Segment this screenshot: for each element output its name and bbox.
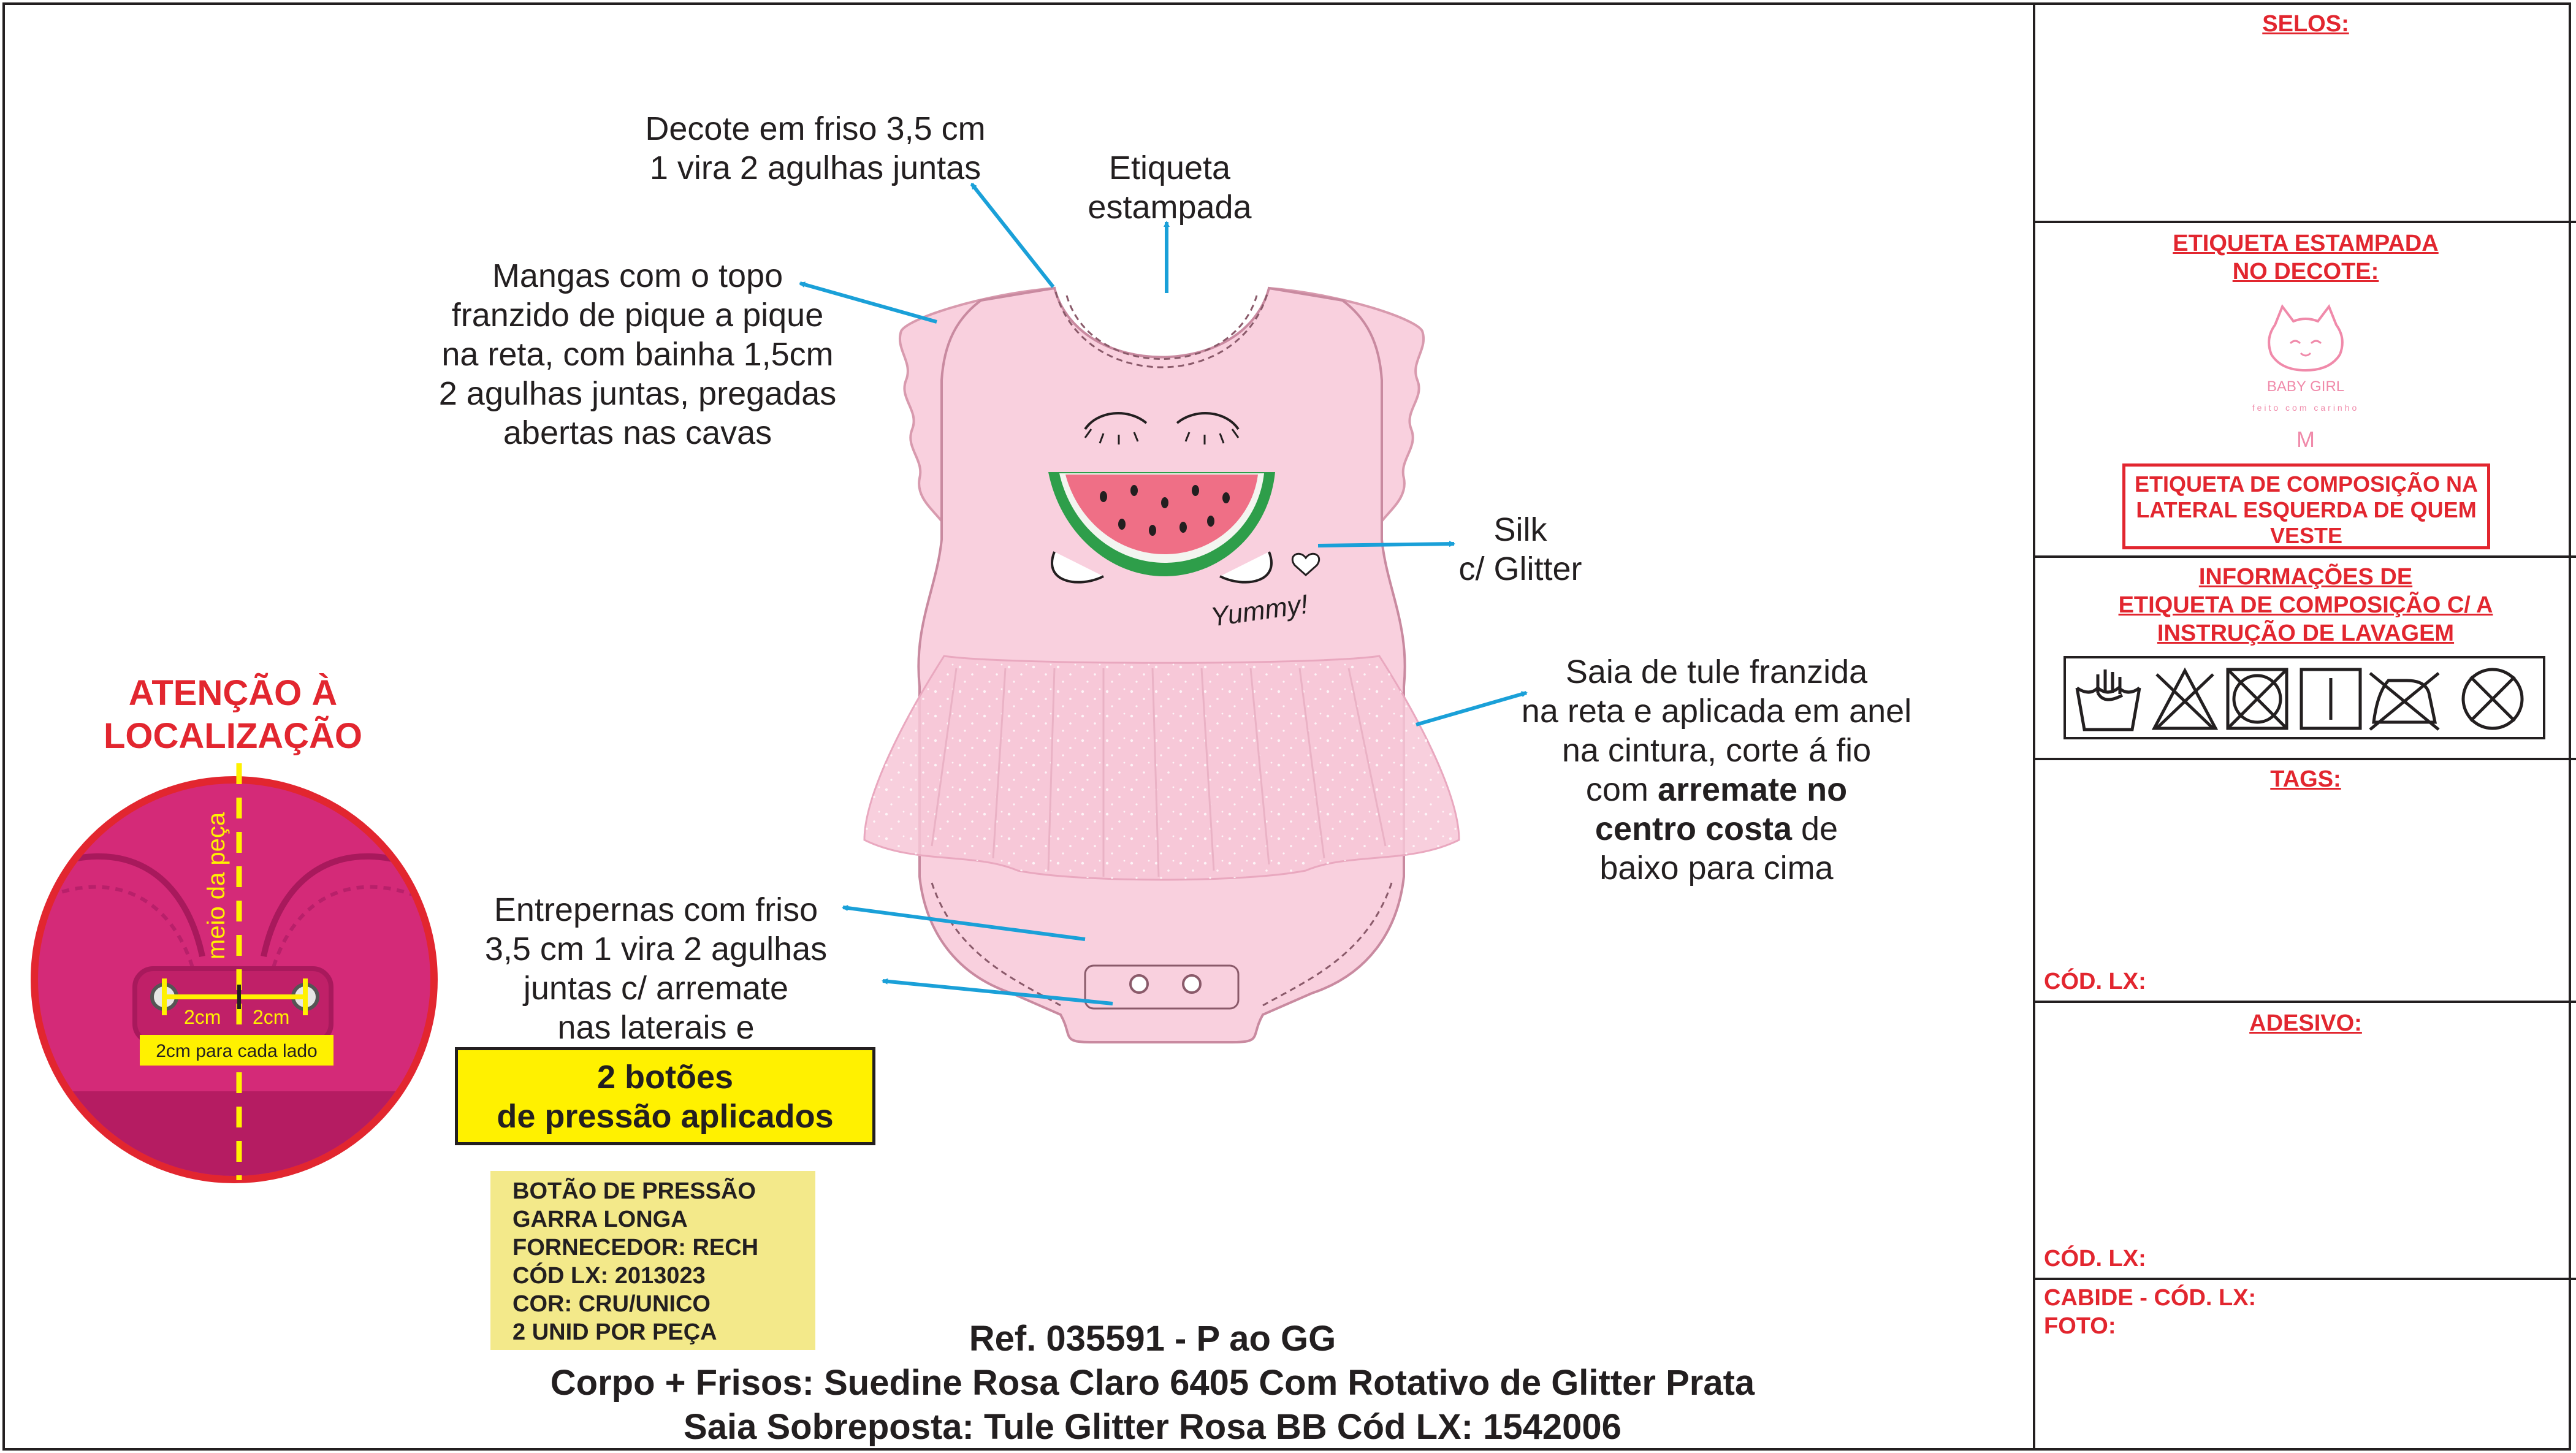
- decote-annotation: Decote em friso 3,5 cm 1 vira 2 agulhas juntas: [645, 110, 986, 186]
- tags-title: TAGS:: [2270, 766, 2341, 792]
- foto-label: FOTO:: [2044, 1313, 2116, 1339]
- tags-cod-lx: CÓD. LX:: [2044, 969, 2146, 994]
- silk-annotation: Silk c/ Glitter: [1458, 511, 1582, 587]
- size-letter: M: [2296, 427, 2315, 452]
- care-symbols: [2063, 656, 2545, 739]
- informacoes-section: [2035, 558, 2576, 760]
- snap-spec-box: BOTÃO DE PRESSÃO GARRA LONGA FORNECEDOR: RECH CÓD LX: 2013023 COR: CRU/UNICO 2 UNID POR PEÇA: [490, 1171, 815, 1350]
- etiqueta-estampada-title: ETIQUETA ESTAMPADA NO DECOTE:: [2173, 231, 2439, 284]
- adesivo-section: [2035, 1003, 2576, 1280]
- entrepernas-annotation: Entrepernas com friso 3,5 cm 1 vira 2 agulhas juntas c/ arremate nas laterais e: [484, 891, 828, 1046]
- adesivo-title: ADESIVO:: [2249, 1010, 2362, 1036]
- cabide-cod-lx: CABIDE - CÓD. LX:: [2044, 1285, 2257, 1311]
- corpo-line: Corpo + Frisos: Suedine Rosa Claro 6405 Com Rotativo de Glitter Prata: [550, 1363, 1755, 1403]
- etiqueta-estampada-section: [2035, 223, 2576, 558]
- etiqueta-annotation: Etiqueta estampada: [1088, 150, 1252, 226]
- logo-tagline: feito com carinho: [2252, 403, 2360, 413]
- sidebar: [2033, 2, 2576, 1451]
- meio-da-peca-label: meio da peça: [203, 812, 230, 959]
- baby-girl-logo: [2232, 300, 2379, 423]
- left-2cm-label: 2cm: [184, 1006, 221, 1028]
- print-text: Yummy!: [1208, 589, 1310, 633]
- right-2cm-label: 2cm: [253, 1006, 290, 1028]
- saia-annotation: Saia de tule franzida na reta e aplicada em anel na cintura, corte á fio com arremate no centro costa de baixo para cima: [1521, 654, 1912, 887]
- ref-line: Ref. 035591 - P ao GG: [969, 1319, 1336, 1359]
- tags-section: [2035, 760, 2576, 1003]
- selos-title: SELOS:: [2262, 11, 2349, 37]
- botoes-callout: 2 botões de pressão aplicados: [455, 1047, 875, 1145]
- adesivo-cod-lx: CÓD. LX:: [2044, 1246, 2146, 1272]
- composicao-box: ETIQUETA DE COMPOSIÇÃO NA LATERAL ESQUERDA DE QUEM VESTE: [2122, 463, 2490, 549]
- mangas-annotation: Mangas com o topo franzido de pique a pique na reta, com bainha 1,5cm 2 agulhas juntas, pregadas abertas nas cavas: [438, 257, 837, 451]
- informacoes-title: INFORMAÇÕES DE ETIQUETA DE COMPOSIÇÃO C/ A INSTRUÇÃO DE LAVAGEM: [2118, 564, 2493, 646]
- cada-lado-label: 2cm para cada lado: [156, 1041, 318, 1061]
- attention-title: ATENÇÃO À LOCALIZAÇÃO: [103, 673, 363, 756]
- cabide-section: [2035, 1280, 2576, 1451]
- logo-text: BABY GIRL: [2266, 378, 2345, 395]
- saia-line: Saia Sobreposta: Tule Glitter Rosa BB Cód LX: 1542006: [684, 1407, 1621, 1447]
- selos-section: [2035, 2, 2576, 223]
